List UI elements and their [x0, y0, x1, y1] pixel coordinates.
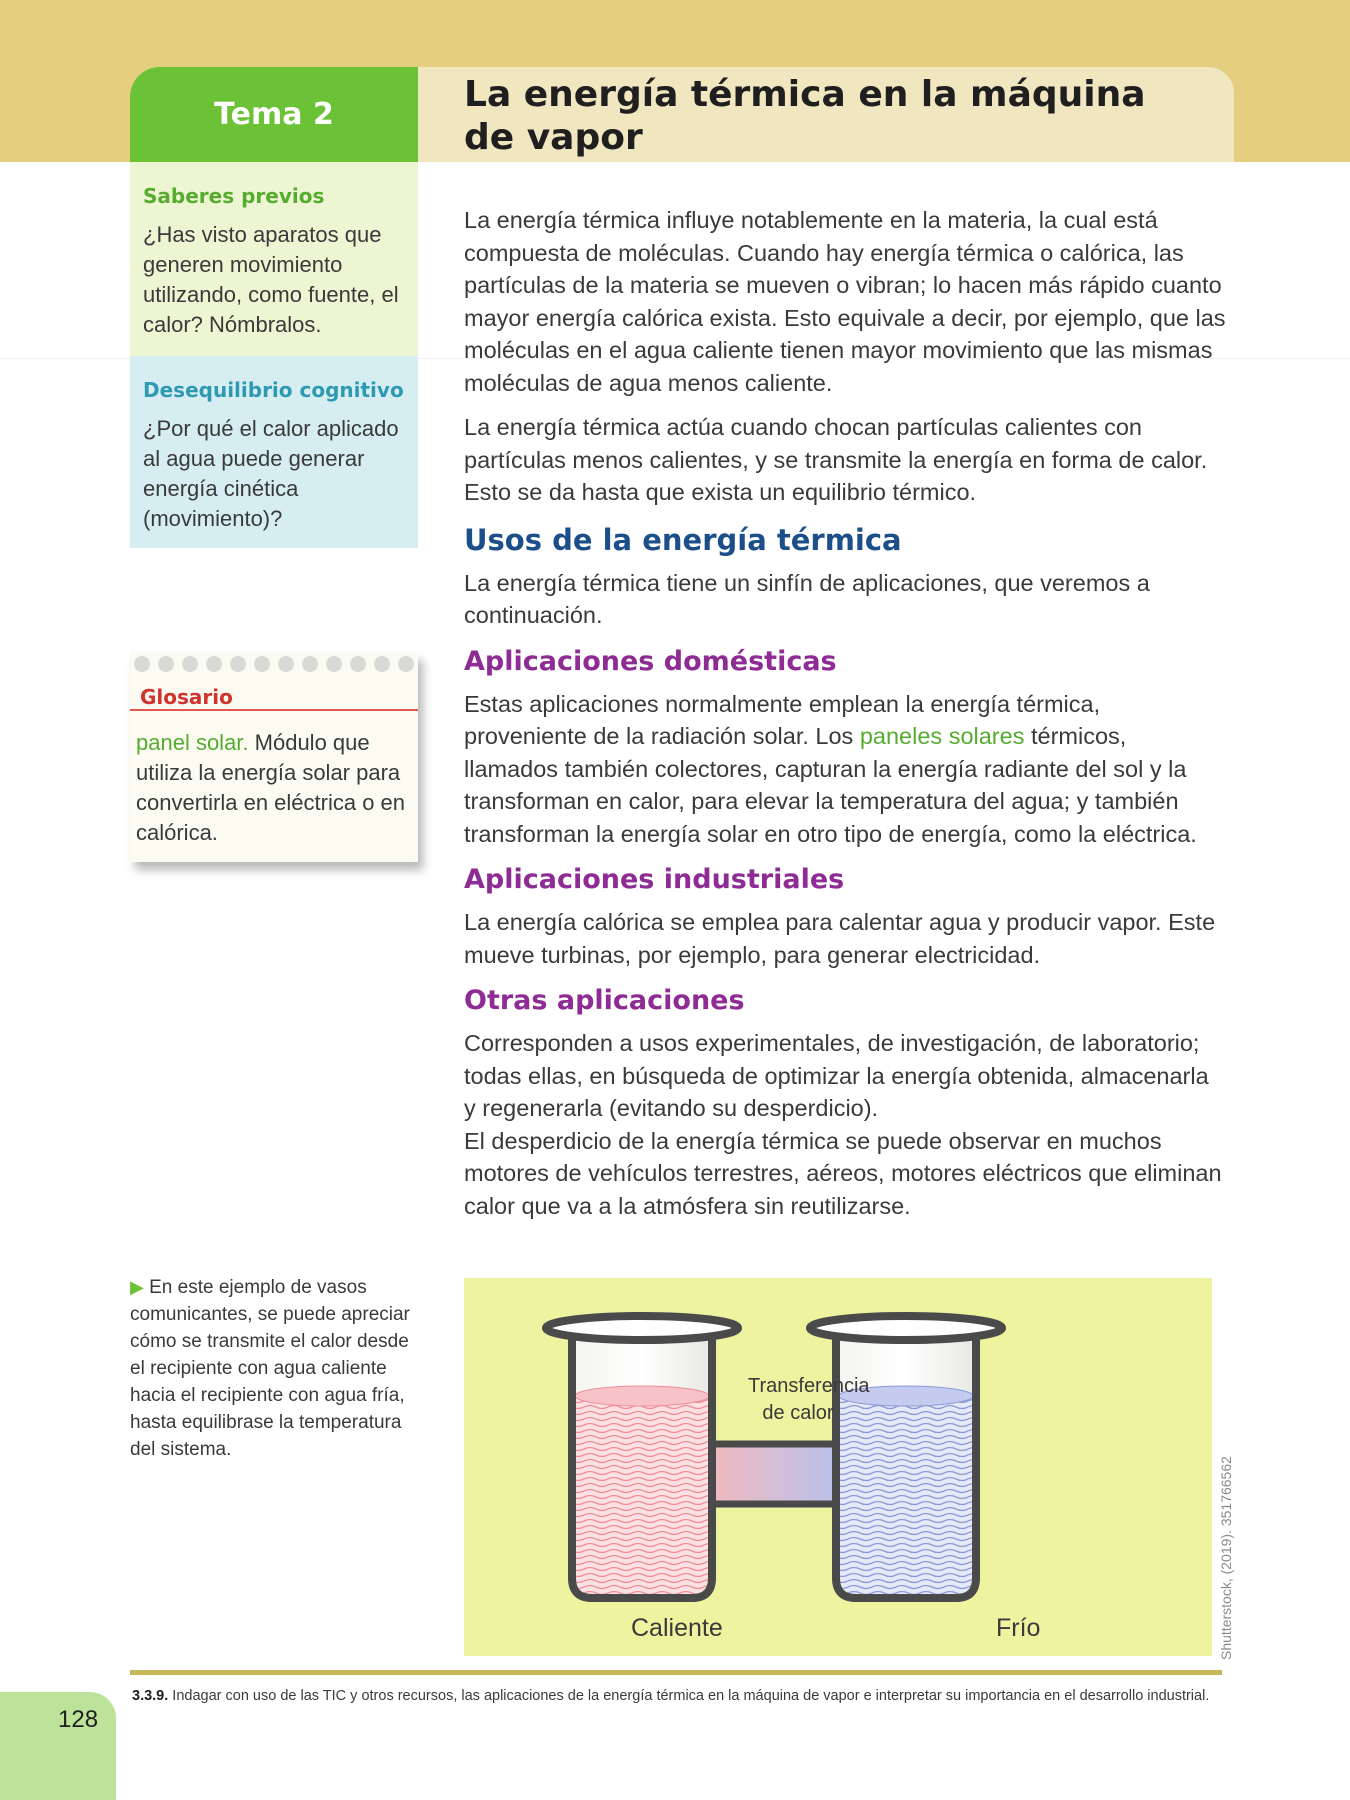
heat-transfer-label [748, 1373, 870, 1427]
cognitive-imbalance-box [130, 356, 418, 548]
glossary-definition: Módulo que utiliza la energía solar para convertirla en eléctrica o en calórica. [136, 730, 406, 845]
cognitive-imbalance-text: ¿Por qué el calor aplicado al agua puede generar energía cinética (movimiento)? [143, 416, 399, 531]
skill-code: 3.3.9. [132, 1688, 169, 1704]
otras-paragraph-1: Corresponden a usos experimentales, de investigación, de laboratorio; todas ellas, en búsqueda de optimizar la energía obtenida, almacenarla y regenerarla (evitando su desperdicio). [464, 1030, 1209, 1121]
glossary-link-paneles-solares[interactable]: paneles solares [859, 723, 1025, 749]
title-box [418, 67, 1234, 162]
subheading-industriales: Aplicaciones industriales [464, 864, 845, 895]
glossary-rule [130, 709, 418, 711]
cold-water [839, 1396, 973, 1595]
cold-beaker [810, 1316, 1002, 1598]
caption-text: En este ejemplo de vasos comunicantes, se puede apreciar cómo se transmite el calor desde el recipiente con agua caliente hacia el recipiente con agua fría, hasta equilibrase la temperatura del sistema. [130, 1277, 410, 1460]
glossary-note [130, 652, 418, 862]
vessels-illustration [464, 1278, 1212, 1656]
page-title-line-1: La energía térmica en la máquina [464, 74, 1146, 115]
hot-label: Caliente [631, 1614, 723, 1642]
topic-label: Tema 2 [214, 97, 334, 132]
page-title-line-2: de vapor [464, 117, 643, 158]
intro-paragraph-1: La energía térmica influye notablemente en la materia, la cual está compuesta de moléculas. Cuando hay energía térmica o calórica, las partículas de la materia se mueven o vibran; lo hacen más rápido cuanto mayor energía calórica exista. Esto equivale a decir, por ejemplo, que las moléculas en el agua caliente tienen mayor movimiento que las mismas moléculas de agua menos caliente. [464, 207, 1226, 396]
main-content [464, 204, 1226, 1234]
industriales-paragraph: La energía calórica se emplea para calentar agua y producir vapor. Este mueve turbinas, por ejemplo, para generar electricidad. [464, 909, 1216, 968]
cognitive-imbalance-heading: Desequilibrio cognitivo [143, 378, 404, 402]
hot-water [575, 1396, 709, 1595]
topic-tab [130, 67, 418, 162]
notepad-holes [134, 656, 414, 672]
prior-knowledge-text: ¿Has visto aparatos que generen movimiento utilizando, como fuente, el calor? Nómbralos. [143, 222, 399, 337]
usos-paragraph: La energía térmica tiene un sinfín de aplicaciones, que veremos a continuación. [464, 569, 1150, 628]
domesticas-text-b: térmicos, llamados también colectores, capturan la energía radiante del sol y la transforman en calor, para elevar la temperatura del agua; y también transforman la energía solar en otro tipo de energía, como la eléctrica. [464, 723, 1197, 847]
domesticas-text-a: Estas aplicaciones normalmente emplean la energía térmica, proveniente de la radiación solar. Los [464, 690, 1101, 749]
subheading-domesticas: Aplicaciones domésticas [464, 645, 837, 677]
subheading-otras: Otras aplicaciones [464, 985, 745, 1016]
prior-knowledge-box [130, 162, 418, 356]
figure-caption [130, 1274, 420, 1463]
otras-paragraph-2: El desperdicio de la energía térmica se puede observar en muchos motores de vehículos terrestres, aéreos, motores eléctricos que eliminan calor que va a la atmósfera sin reutilizarse. [464, 1127, 1222, 1219]
prior-knowledge-heading: Saberes previos [143, 184, 325, 208]
connecting-tube [712, 1444, 836, 1504]
cold-label: Frío [996, 1614, 1041, 1642]
skill-footnote [132, 1688, 1232, 1704]
heat-transfer-label-line-1: Transferencia [748, 1375, 870, 1397]
intro-paragraph-2: La energía térmica actúa cuando chocan partículas calientes con partículas menos calientes, y se transmite la energía en forma de calor. Esto se da hasta que exista un equilibrio térmico. [464, 414, 1208, 505]
domesticas-paragraph [464, 688, 1226, 851]
page-number: 128 [58, 1706, 99, 1733]
heat-transfer-label-line-2: de calor [762, 1402, 834, 1424]
footer-rule [130, 1670, 1222, 1675]
skill-text: Indagar con uso de las TIC y otros recursos, las aplicaciones de la energía térmica en la máquina de vapor e interpretar su importancia en el desarrollo industrial. [168, 1688, 1210, 1704]
hot-beaker [546, 1316, 738, 1598]
page-title [464, 73, 1164, 159]
glossary-entry [136, 728, 414, 848]
glossary-term: panel solar. [136, 730, 249, 755]
glossary-heading: Glosario [140, 685, 233, 709]
communicating-vessels-figure [464, 1278, 1212, 1656]
image-credit: Shutterstock, (2019). 351766562 [1218, 1456, 1234, 1660]
caption-arrow-icon: ▶ [130, 1277, 144, 1297]
section-heading-usos: Usos de la energía térmica [464, 522, 902, 557]
